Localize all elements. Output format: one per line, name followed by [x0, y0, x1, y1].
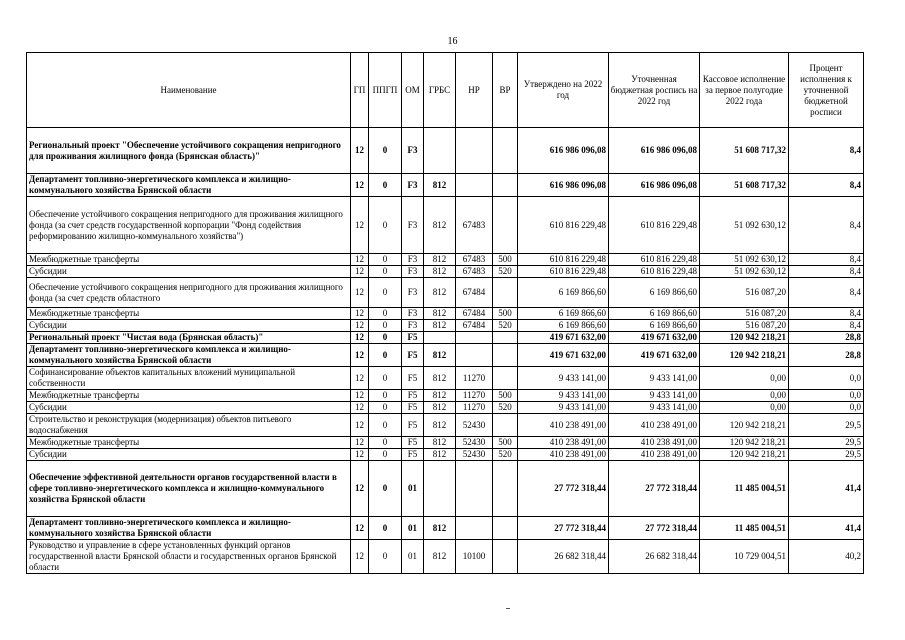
row-gp-cell: 12 — [351, 128, 369, 174]
row-np-cell: 67483 — [456, 254, 493, 266]
row-om-cell: F5 — [402, 437, 424, 449]
row-ppgp-cell: 0 — [369, 390, 402, 402]
row-ppgp-cell: 0 — [369, 402, 402, 414]
row-grbs-cell: 812 — [424, 449, 456, 461]
row-ppgp-cell: 0 — [369, 449, 402, 461]
row-refined-cell: 6 169 866,60 — [609, 278, 700, 308]
row-gp-cell: 12 — [351, 197, 369, 254]
row-np-cell: 67484 — [456, 308, 493, 320]
row-percent-cell: 0,0 — [789, 367, 864, 390]
header-gp: ГП — [351, 53, 369, 128]
row-name-cell: Субсидии — [27, 266, 351, 278]
row-percent-cell: 40,2 — [789, 540, 864, 574]
row-vr-cell — [493, 540, 518, 574]
row-percent-cell: 8,4 — [789, 266, 864, 278]
row-approved-cell: 9 433 141,00 — [518, 367, 609, 390]
row-om-cell: F3 — [402, 278, 424, 308]
row-gp-cell: 12 — [351, 254, 369, 266]
row-om-cell: 01 — [402, 461, 424, 517]
row-grbs-cell: 812 — [424, 517, 456, 540]
row-grbs-cell: 812 — [424, 402, 456, 414]
table-row — [27, 517, 864, 540]
row-ppgp-cell: 0 — [369, 540, 402, 574]
table-row — [27, 344, 864, 367]
row-np-cell — [456, 461, 493, 517]
row-ppgp-cell: 0 — [369, 367, 402, 390]
row-approved-cell: 610 816 229,48 — [518, 254, 609, 266]
row-vr-cell — [493, 128, 518, 174]
row-vr-cell — [493, 517, 518, 540]
table-row — [27, 254, 864, 266]
row-ppgp-cell: 0 — [369, 128, 402, 174]
row-om-cell: F3 — [402, 320, 424, 332]
row-grbs-cell: 812 — [424, 174, 456, 197]
row-gp-cell: 12 — [351, 308, 369, 320]
table-row — [27, 540, 864, 574]
row-np-cell: 67484 — [456, 278, 493, 308]
row-om-cell: F3 — [402, 174, 424, 197]
row-refined-cell: 419 671 632,00 — [609, 332, 700, 344]
row-name-cell: Межбюджетные трансферты — [27, 437, 351, 449]
row-grbs-cell: 812 — [424, 414, 456, 437]
table-row — [27, 437, 864, 449]
row-grbs-cell: 812 — [424, 278, 456, 308]
row-vr-cell: 520 — [493, 402, 518, 414]
row-vr-cell — [493, 367, 518, 390]
row-np-cell — [456, 332, 493, 344]
row-gp-cell: 12 — [351, 461, 369, 517]
row-cash-cell: 11 485 004,51 — [700, 461, 789, 517]
row-grbs-cell: 812 — [424, 367, 456, 390]
row-name-cell: Департамент топливно-энергетического комплекса и жилищно-коммунального хозяйства Брянской области — [27, 174, 351, 197]
row-refined-cell: 610 816 229,48 — [609, 266, 700, 278]
row-refined-cell: 9 433 141,00 — [609, 402, 700, 414]
row-cash-cell: 51 608 717,32 — [700, 174, 789, 197]
row-om-cell: F5 — [402, 332, 424, 344]
row-name-cell: Межбюджетные трансферты — [27, 308, 351, 320]
row-percent-cell: 0,0 — [789, 402, 864, 414]
row-cash-cell: 516 087,20 — [700, 278, 789, 308]
row-vr-cell — [493, 414, 518, 437]
row-cash-cell: 120 942 218,21 — [700, 344, 789, 367]
row-cash-cell: 51 092 630,12 — [700, 266, 789, 278]
row-approved-cell: 419 671 632,00 — [518, 344, 609, 367]
header-vr: ВР — [493, 53, 518, 128]
table-row — [27, 461, 864, 517]
row-ppgp-cell: 0 — [369, 308, 402, 320]
row-grbs-cell: 812 — [424, 390, 456, 402]
row-om-cell: F5 — [402, 449, 424, 461]
row-vr-cell — [493, 197, 518, 254]
row-cash-cell: 516 087,20 — [700, 308, 789, 320]
row-name-cell: Субсидии — [27, 320, 351, 332]
row-om-cell: F3 — [402, 254, 424, 266]
table-row — [27, 390, 864, 402]
row-ppgp-cell: 0 — [369, 437, 402, 449]
row-vr-cell: 520 — [493, 449, 518, 461]
row-grbs-cell: 812 — [424, 344, 456, 367]
row-percent-cell: 28,8 — [789, 344, 864, 367]
header-np: НР — [456, 53, 493, 128]
table-row — [27, 332, 864, 344]
table-row — [27, 266, 864, 278]
row-grbs-cell — [424, 128, 456, 174]
row-approved-cell: 410 238 491,00 — [518, 449, 609, 461]
row-om-cell: F3 — [402, 308, 424, 320]
row-ppgp-cell: 0 — [369, 461, 402, 517]
table-row — [27, 320, 864, 332]
row-gp-cell: 12 — [351, 367, 369, 390]
row-grbs-cell: 812 — [424, 266, 456, 278]
row-cash-cell: 10 729 004,51 — [700, 540, 789, 574]
row-percent-cell: 8,4 — [789, 254, 864, 266]
row-approved-cell: 610 816 229,48 — [518, 266, 609, 278]
row-percent-cell: 8,4 — [789, 197, 864, 254]
row-cash-cell: 0,00 — [700, 402, 789, 414]
table-row — [27, 308, 864, 320]
row-approved-cell: 616 986 096,08 — [518, 174, 609, 197]
row-om-cell: F3 — [402, 128, 424, 174]
row-vr-cell: 500 — [493, 437, 518, 449]
row-grbs-cell: 812 — [424, 437, 456, 449]
row-refined-cell: 610 816 229,48 — [609, 197, 700, 254]
row-gp-cell: 12 — [351, 540, 369, 574]
row-refined-cell: 9 433 141,00 — [609, 390, 700, 402]
row-np-cell: 11270 — [456, 367, 493, 390]
row-name-cell: Департамент топливно-энергетического комплекса и жилищно-коммунального хозяйства Брянской области — [27, 517, 351, 540]
row-ppgp-cell: 0 — [369, 174, 402, 197]
row-ppgp-cell: 0 — [369, 320, 402, 332]
row-gp-cell: 12 — [351, 344, 369, 367]
row-percent-cell: 8,4 — [789, 128, 864, 174]
row-approved-cell: 9 433 141,00 — [518, 390, 609, 402]
row-refined-cell: 616 986 096,08 — [609, 174, 700, 197]
row-name-cell: Строительство и реконструкция (модернизация) объектов питьевого водоснабжения — [27, 414, 351, 437]
row-cash-cell: 51 608 717,32 — [700, 128, 789, 174]
row-name-cell: Межбюджетные трансферты — [27, 390, 351, 402]
row-ppgp-cell: 0 — [369, 254, 402, 266]
row-approved-cell: 610 816 229,48 — [518, 197, 609, 254]
row-vr-cell — [493, 278, 518, 308]
row-name-cell: Региональный проект "Чистая вода (Брянская область)" — [27, 332, 351, 344]
row-gp-cell: 12 — [351, 332, 369, 344]
row-vr-cell — [493, 174, 518, 197]
row-np-cell: 67483 — [456, 266, 493, 278]
table-row — [27, 197, 864, 254]
table-row — [27, 174, 864, 197]
row-refined-cell: 6 169 866,60 — [609, 308, 700, 320]
row-om-cell: F5 — [402, 414, 424, 437]
row-ppgp-cell: 0 — [369, 266, 402, 278]
row-grbs-cell: 812 — [424, 308, 456, 320]
row-np-cell: 52430 — [456, 437, 493, 449]
row-refined-cell: 410 238 491,00 — [609, 437, 700, 449]
row-np-cell: 52430 — [456, 414, 493, 437]
row-percent-cell: 29,5 — [789, 414, 864, 437]
row-vr-cell — [493, 461, 518, 517]
row-percent-cell: 8,4 — [789, 320, 864, 332]
row-refined-cell: 9 433 141,00 — [609, 367, 700, 390]
row-name-cell: Субсидии — [27, 402, 351, 414]
row-refined-cell: 26 682 318,44 — [609, 540, 700, 574]
header-approved: Утверждено на 2022 год — [518, 53, 609, 128]
row-np-cell — [456, 344, 493, 367]
table-row — [27, 128, 864, 174]
row-gp-cell: 12 — [351, 414, 369, 437]
row-gp-cell: 12 — [351, 320, 369, 332]
row-refined-cell: 610 816 229,48 — [609, 254, 700, 266]
row-percent-cell: 8,4 — [789, 308, 864, 320]
row-approved-cell: 27 772 318,44 — [518, 517, 609, 540]
row-name-cell: Обеспечение эффективной деятельности органов государственной власти в сфере топливно-энергетического комплекса и жилищно-коммунального хозяйства Брянской области — [27, 461, 351, 517]
table-row — [27, 278, 864, 308]
table-body — [27, 128, 864, 574]
row-cash-cell: 120 942 218,21 — [700, 332, 789, 344]
row-grbs-cell — [424, 332, 456, 344]
row-name-cell: Департамент топливно-энергетического комплекса и жилищно-коммунального хозяйства Брянской области — [27, 344, 351, 367]
row-vr-cell: 500 — [493, 308, 518, 320]
row-cash-cell: 11 485 004,51 — [700, 517, 789, 540]
row-om-cell: F5 — [402, 367, 424, 390]
header-percent: Процент исполнения к уточненной бюджетной росписи — [789, 53, 864, 128]
row-ppgp-cell: 0 — [369, 332, 402, 344]
row-om-cell: F3 — [402, 266, 424, 278]
header-name: Наименование — [27, 53, 351, 128]
row-approved-cell: 410 238 491,00 — [518, 437, 609, 449]
row-percent-cell: 0,0 — [789, 390, 864, 402]
row-cash-cell: 0,00 — [700, 367, 789, 390]
row-gp-cell: 12 — [351, 390, 369, 402]
row-cash-cell: 120 942 218,21 — [700, 449, 789, 461]
row-refined-cell: 27 772 318,44 — [609, 461, 700, 517]
row-name-cell: Софинансирование объектов капитальных вложений муниципальной собственности — [27, 367, 351, 390]
row-percent-cell: 29,5 — [789, 449, 864, 461]
table-row — [27, 449, 864, 461]
row-np-cell — [456, 128, 493, 174]
row-ppgp-cell: 0 — [369, 197, 402, 254]
row-np-cell: 67483 — [456, 197, 493, 254]
row-name-cell: Обеспечение устойчивого сокращения непригодного для проживания жилищного фонда (за счет средств областного — [27, 278, 351, 308]
row-grbs-cell: 812 — [424, 540, 456, 574]
row-np-cell: 11270 — [456, 402, 493, 414]
row-percent-cell: 41,4 — [789, 517, 864, 540]
row-om-cell: 01 — [402, 517, 424, 540]
header-om: ОМ — [402, 53, 424, 128]
row-cash-cell: 120 942 218,21 — [700, 414, 789, 437]
row-cash-cell: 51 092 630,12 — [700, 197, 789, 254]
row-approved-cell: 616 986 096,08 — [518, 128, 609, 174]
row-name-cell: Обеспечение устойчивого сокращения непригодного для проживания жилищного фонда (за счет средств государственной корпорации "Фонд содействия реформированию жилищно-коммунального хозяйства") — [27, 197, 351, 254]
row-name-cell: Региональный проект "Обеспечение устойчивого сокращения непригодного для проживания жилищного фонда (Брянская область)" — [27, 128, 351, 174]
row-gp-cell: 12 — [351, 266, 369, 278]
row-vr-cell: 500 — [493, 254, 518, 266]
row-refined-cell: 410 238 491,00 — [609, 414, 700, 437]
row-refined-cell: 27 772 318,44 — [609, 517, 700, 540]
table-row — [27, 402, 864, 414]
row-om-cell: F5 — [402, 402, 424, 414]
row-gp-cell: 12 — [351, 174, 369, 197]
page-mark — [506, 608, 510, 609]
row-np-cell: 11270 — [456, 390, 493, 402]
header-cash: Кассовое исполнение за первое полугодие 2022 года — [700, 53, 789, 128]
row-refined-cell: 419 671 632,00 — [609, 344, 700, 367]
table-row — [27, 367, 864, 390]
row-percent-cell: 41,4 — [789, 461, 864, 517]
row-gp-cell: 12 — [351, 278, 369, 308]
row-np-cell: 67484 — [456, 320, 493, 332]
row-grbs-cell: 812 — [424, 197, 456, 254]
row-ppgp-cell: 0 — [369, 278, 402, 308]
header-grbs: ГРБС — [424, 53, 456, 128]
row-percent-cell: 28,8 — [789, 332, 864, 344]
row-name-cell: Субсидии — [27, 449, 351, 461]
row-np-cell: 10100 — [456, 540, 493, 574]
row-grbs-cell: 812 — [424, 254, 456, 266]
row-approved-cell: 9 433 141,00 — [518, 402, 609, 414]
row-np-cell: 52430 — [456, 449, 493, 461]
row-om-cell: F5 — [402, 390, 424, 402]
row-gp-cell: 12 — [351, 437, 369, 449]
row-approved-cell: 27 772 318,44 — [518, 461, 609, 517]
row-approved-cell: 6 169 866,60 — [518, 308, 609, 320]
row-percent-cell: 8,4 — [789, 174, 864, 197]
row-grbs-cell: 812 — [424, 320, 456, 332]
row-refined-cell: 6 169 866,60 — [609, 320, 700, 332]
row-gp-cell: 12 — [351, 517, 369, 540]
row-approved-cell: 6 169 866,60 — [518, 320, 609, 332]
row-percent-cell: 29,5 — [789, 437, 864, 449]
table-row — [27, 414, 864, 437]
table-header-row — [27, 53, 864, 128]
row-gp-cell: 12 — [351, 449, 369, 461]
row-approved-cell: 419 671 632,00 — [518, 332, 609, 344]
row-cash-cell: 0,00 — [700, 390, 789, 402]
row-np-cell — [456, 174, 493, 197]
row-om-cell: 01 — [402, 540, 424, 574]
row-percent-cell: 8,4 — [789, 278, 864, 308]
row-ppgp-cell: 0 — [369, 517, 402, 540]
row-vr-cell — [493, 332, 518, 344]
row-gp-cell: 12 — [351, 402, 369, 414]
row-ppgp-cell: 0 — [369, 414, 402, 437]
row-grbs-cell — [424, 461, 456, 517]
row-om-cell: F5 — [402, 344, 424, 367]
row-np-cell — [456, 517, 493, 540]
row-approved-cell: 6 169 866,60 — [518, 278, 609, 308]
row-approved-cell: 410 238 491,00 — [518, 414, 609, 437]
row-vr-cell: 520 — [493, 320, 518, 332]
row-cash-cell: 516 087,20 — [700, 320, 789, 332]
row-om-cell: F3 — [402, 197, 424, 254]
header-ppgp: ППГП — [369, 53, 402, 128]
row-approved-cell: 26 682 318,44 — [518, 540, 609, 574]
row-ppgp-cell: 0 — [369, 344, 402, 367]
budget-execution-table — [26, 52, 864, 574]
row-vr-cell — [493, 344, 518, 367]
row-cash-cell: 120 942 218,21 — [700, 437, 789, 449]
row-refined-cell: 410 238 491,00 — [609, 449, 700, 461]
row-name-cell: Руководство и управление в сфере установленных функций органов государственной власти Брянской области и государственных органов Брянской области — [27, 540, 351, 574]
page-number: 16 — [447, 36, 458, 47]
header-refined: Уточненная бюджетная роспись на 2022 год — [609, 53, 700, 128]
row-vr-cell: 500 — [493, 390, 518, 402]
row-cash-cell: 51 092 630,12 — [700, 254, 789, 266]
row-vr-cell: 520 — [493, 266, 518, 278]
row-refined-cell: 616 986 096,08 — [609, 128, 700, 174]
row-name-cell: Межбюджетные трансферты — [27, 254, 351, 266]
